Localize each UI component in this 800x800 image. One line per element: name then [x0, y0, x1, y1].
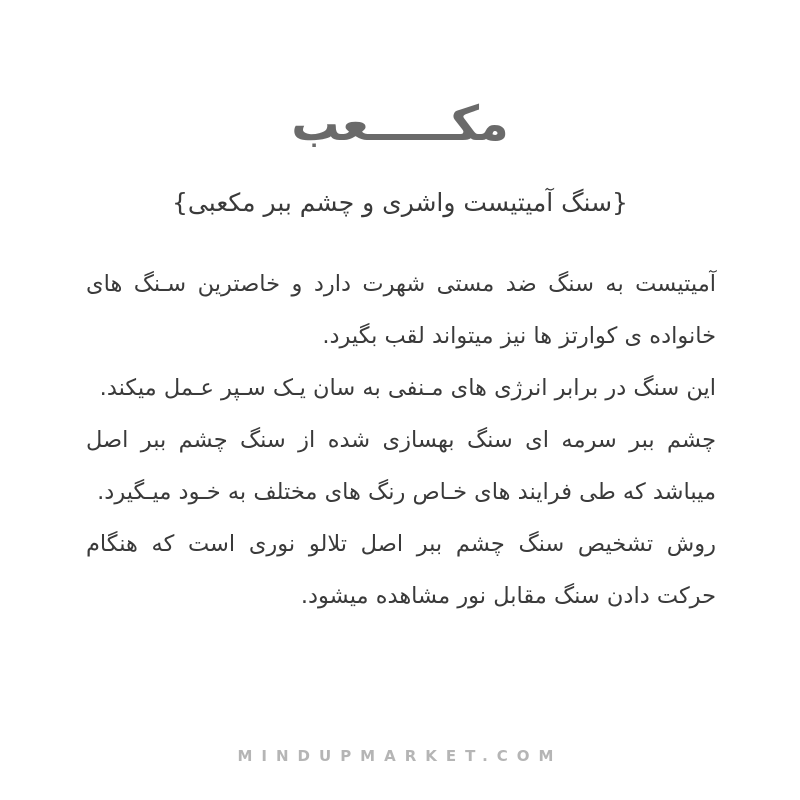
paragraph-amethyst: آمیتیست به سنگ ضد مستی شهرت دارد و خاصترین سـنگ های خانواده ی کوارتز ها نیز میتواند لقب بگیرد. [86, 271, 716, 349]
footer-website: MINDUPMARKET.COM [237, 747, 563, 765]
paragraph-identification: روش تشخیص سنگ چشم ببر اصل تلالو نوری است که هنگام حرکت دادن سنگ مقابل نور مشاهده میشود. [86, 531, 716, 609]
page-subtitle: {سنگ آمیتیست واشری و چشم ببر مکعبی} [172, 188, 628, 217]
paragraph-tiger-eye: چشم ببر سرمه ای سنگ بهسازی شده از سنگ چشم ببر اصل میباشد که طی فرایند های خـاص رنگ های مختلف به خـود میـگیرد. [86, 427, 716, 505]
page-title: مکـــــعب [291, 96, 509, 152]
description-body [86, 258, 716, 622]
paragraph-protection: این سنگ در برابر انرژی های مـنفی به سان یـک سـپر عـمل میکند. [99, 375, 716, 401]
